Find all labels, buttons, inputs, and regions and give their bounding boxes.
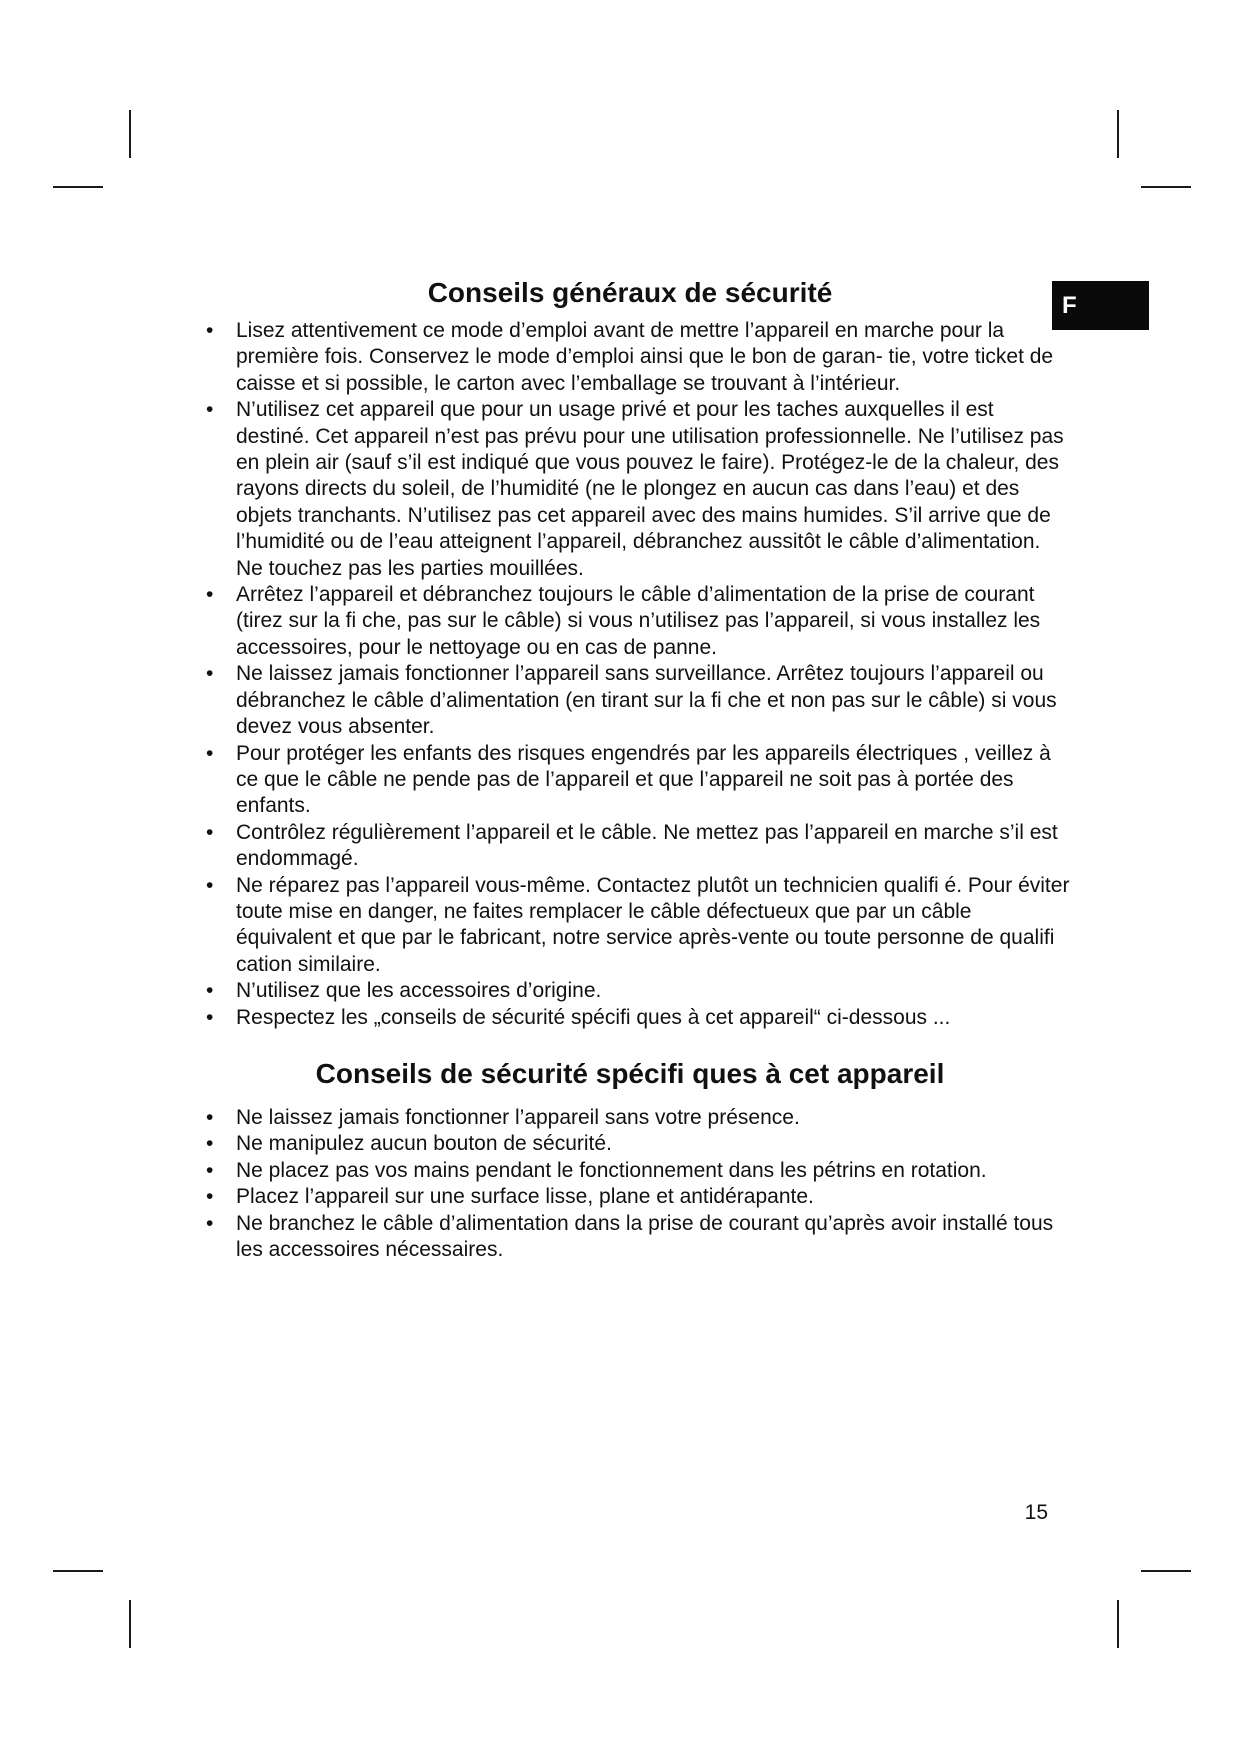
crop-mark-bottom-left-vertical [129,1600,131,1648]
bullet-icon: • [206,583,214,607]
crop-mark-top-left-horizontal [53,186,103,188]
list-item [190,820,1070,873]
list-item-text: Ne placez pas vos mains pendant le fonctionnement dans les pétrins en rotation. [236,1158,987,1182]
crop-mark-bottom-right-horizontal [1141,1570,1191,1572]
bullet-icon: • [206,1211,214,1235]
list-item [190,1158,1070,1184]
list-item-text: N’utilisez cet appareil que pour un usage privé et pour les taches auxquelles il est destiné. Cet appareil n’est pas prévu pour une utilisation professionnelle. Ne l’utilisez pas en plein air (sauf s’il est indiqué que vous pouvez le faire). Protégez-le de la chaleur, des rayons directs du soleil, de l’humidité (ne le plongez en aucun cas dans l’eau) et des objets tranchants. N’utilisez pas cet appareil avec des mains humides. S’il arrive que de l’humidité ou de l’eau atteignent l’appareil, débranchez aussitôt le câble d’alimentation. Ne touchez pas les parties mouillées. [236,398,1064,580]
crop-mark-top-right-horizontal [1141,186,1191,188]
specific-safety-list [190,1105,1070,1263]
bullet-icon: • [206,1132,214,1156]
list-item-text: Ne réparez pas l’appareil vous-même. Contactez plutôt un technicien qualifi é. Pour éviter toute mise en danger, ne faites remplacer le câble défectueux que par un câble équivalent et que par le fabricant, notre service après-vente ou toute personne de qualifi cation similaire. [236,873,1070,976]
bullet-icon: • [206,1185,214,1209]
section-heading-general-safety: Conseils généraux de sécurité [427,277,833,308]
list-item [190,582,1070,661]
list-item [190,1131,1070,1157]
general-safety-list [190,318,1070,1031]
list-item [190,1211,1070,1264]
list-item-text: Ne laissez jamais fonctionner l’appareil sans votre présence. [236,1105,800,1129]
language-tab: F [1052,281,1149,330]
bullet-icon: • [206,873,214,897]
list-item [190,1005,1070,1031]
bullet-icon: • [206,1105,214,1129]
list-item [190,1184,1070,1210]
list-item-text: Pour protéger les enfants des risques engendrés par les appareils électriques , veillez à ce que le câble ne pende pas de l’appareil et que l’appareil ne soit pas à portée des enfants. [236,741,1051,818]
bullet-icon: • [206,979,214,1003]
list-item-text: Placez l’appareil sur une surface lisse, plane et antidérapante. [236,1185,814,1209]
list-item-text: N’utilisez que les accessoires d’origine. [236,979,602,1003]
crop-mark-bottom-left-horizontal [53,1570,103,1572]
crop-mark-top-left-vertical [129,110,131,158]
bullet-icon: • [206,662,214,686]
bullet-icon: • [206,398,214,422]
section-heading-specific-safety: Conseils de sécurité spécifi ques à cet appareil [315,1057,945,1089]
list-item-text: Contrôlez régulièrement l’appareil et le câble. Ne mettez pas l’appareil en marche s’il est endommagé. [236,820,1058,871]
bullet-icon: • [206,319,214,342]
list-item [190,397,1070,582]
crop-mark-top-right-vertical [1117,110,1119,158]
list-item-text: Lisez attentivement ce mode d’emploi avant de mettre l’appareil en marche pour la première fois. Conservez le mode d’emploi ainsi que le bon de garan- tie, votre ticket de caisse et si possible, le carton avec l’emballage se trouvant à l’intérieur. [236,319,1054,395]
bullet-icon: • [206,820,214,844]
list-item-text: Ne branchez le câble d’alimentation dans la prise de courant qu’après avoir installé tous les accessoires nécessaires. [236,1211,1054,1261]
list-item-text: Respectez les „conseils de sécurité spécifi ques à cet appareil“ ci-dessous ... [236,1005,951,1029]
list-item-text: Ne laissez jamais fonctionner l’appareil sans surveillance. Arrêtez toujours l’appareil ou débranchez le câble d’alimentation (en tirant sur la fi che et non pas sur le câble) si vous devez vous absenter. [236,662,1057,739]
list-item [190,978,1070,1004]
list-item [190,1105,1070,1131]
bullet-icon: • [206,1158,214,1182]
page-content [190,276,1070,1263]
crop-mark-bottom-right-vertical [1117,1600,1119,1648]
list-item [190,661,1070,740]
list-item-text: Arrêtez l’appareil et débranchez toujours le câble d’alimentation de la prise de courant (tirez sur la fi che, pas sur le câble) si vous n’utilisez pas l’appareil, si vous installez les accessoires, pour le nettoyage ou en cas de panne. [236,583,1041,659]
bullet-icon: • [206,741,214,765]
bullet-icon: • [206,1005,214,1029]
list-item-text: Ne manipulez aucun bouton de sécurité. [236,1132,612,1156]
list-item [190,318,1070,397]
list-item [190,741,1070,820]
page-number: 15 [1024,1501,1048,1524]
list-item [190,873,1070,979]
